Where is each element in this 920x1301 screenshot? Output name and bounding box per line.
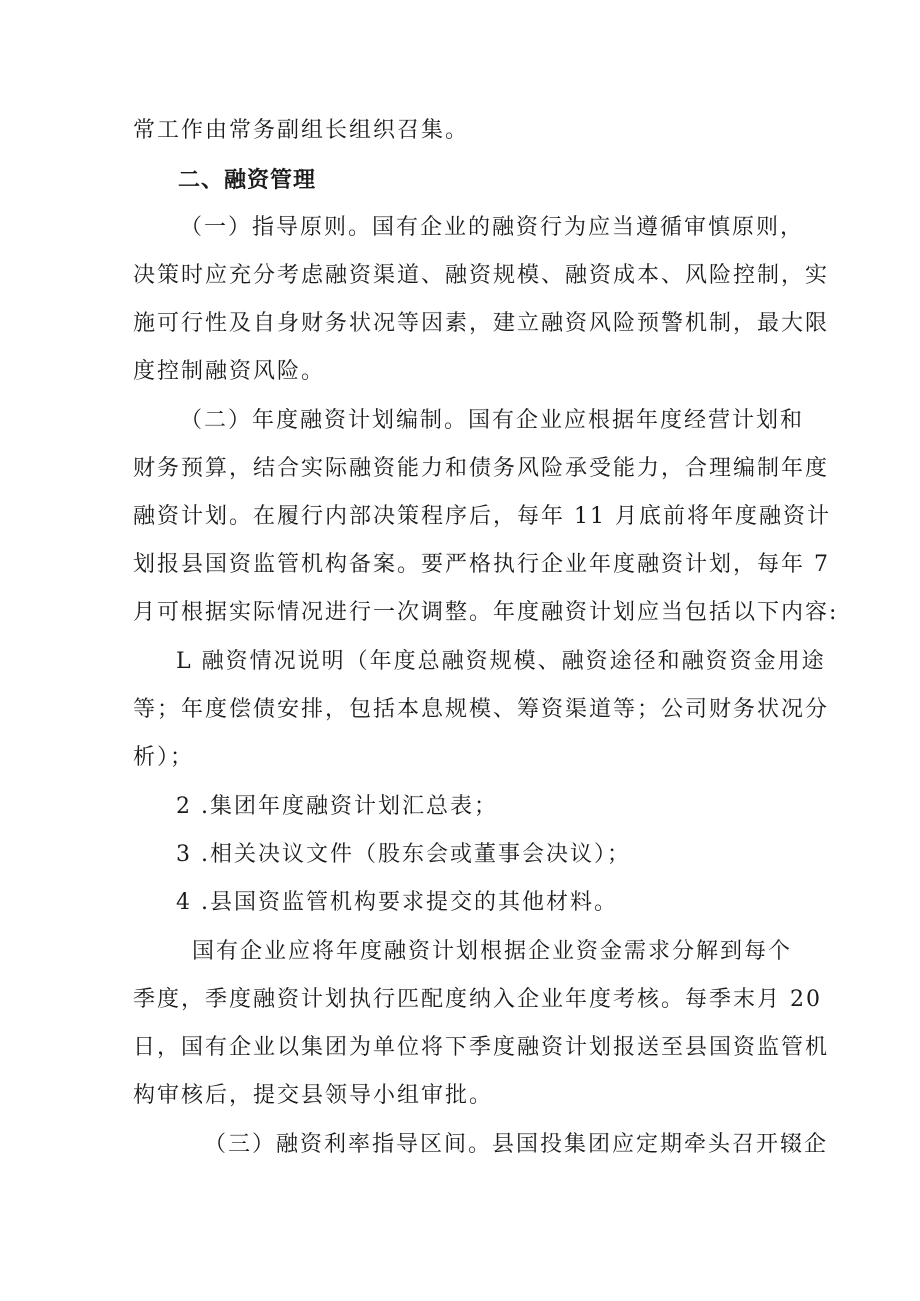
paragraph-line: 度控制融资风险。 [133, 359, 326, 384]
paragraph-line: 常工作由常务副组长组织召集。 [133, 118, 470, 143]
list-item-line: L 融资情况说明（年度总融资规模、融资途径和融资资金用途 [176, 649, 826, 674]
paragraph-line: （二）年度融资计划编制。国有企业应根据年度经营计划和 [180, 408, 805, 433]
list-item-line: 析）； [133, 745, 195, 770]
paragraph-line: 施可行性及自身财务状况等因素，建立融资风险预警机制，最大限 [133, 311, 830, 336]
paragraph-line: （一）指导原则。国有企业的融资行为应当遵循审慎原则， [180, 215, 805, 240]
list-item-line: 2 .集团年度融资计划汇总表； [176, 794, 498, 819]
section-heading: 二、融资管理 [178, 168, 317, 193]
paragraph-line: 季度，季度融资计划执行匹配度纳入企业年度考核。每季末月 20 [133, 987, 822, 1012]
list-item-line: 4 .县国资监管机构要求提交的其他材料。 [176, 890, 618, 915]
paragraph-line: 月可根据实际情况进行一次调整。年度融资计划应当包括以下内容: [133, 600, 839, 625]
paragraph-line: 国有企业应将年度融资计划根据企业资金需求分解到每个 [192, 939, 793, 964]
paragraph-line: 融资计划。在履行内部决策程序后，每年 11 月底前将年度融资计 [133, 504, 831, 529]
paragraph-line: 日，国有企业以集团为单位将下季度融资计划报送至县国资监管机 [133, 1035, 830, 1060]
paragraph-line: （三）融资利率指导区间。县国投集团应定期牵头召开辍企 [204, 1132, 829, 1157]
list-item-line: 等；年度偿债安排，包括本息规模、筹资渠道等；公司财务状况分 [133, 697, 830, 722]
list-item-line: 3 .相关决议文件（股东会或董事会决议）； [176, 842, 631, 867]
paragraph-line: 决策时应充分考虑融资渠道、融资规模、融资成本、风险控制，实 [133, 263, 830, 288]
paragraph-line: 构审核后，提交县领导小组审批。 [133, 1083, 494, 1108]
paragraph-line: 财务预算，结合实际融资能力和债务风险承受能力，合理编制年度 [133, 456, 830, 481]
paragraph-line: 划报县国资监管机构备案。要严格执行企业年度融资计划，每年 7 [133, 552, 830, 577]
